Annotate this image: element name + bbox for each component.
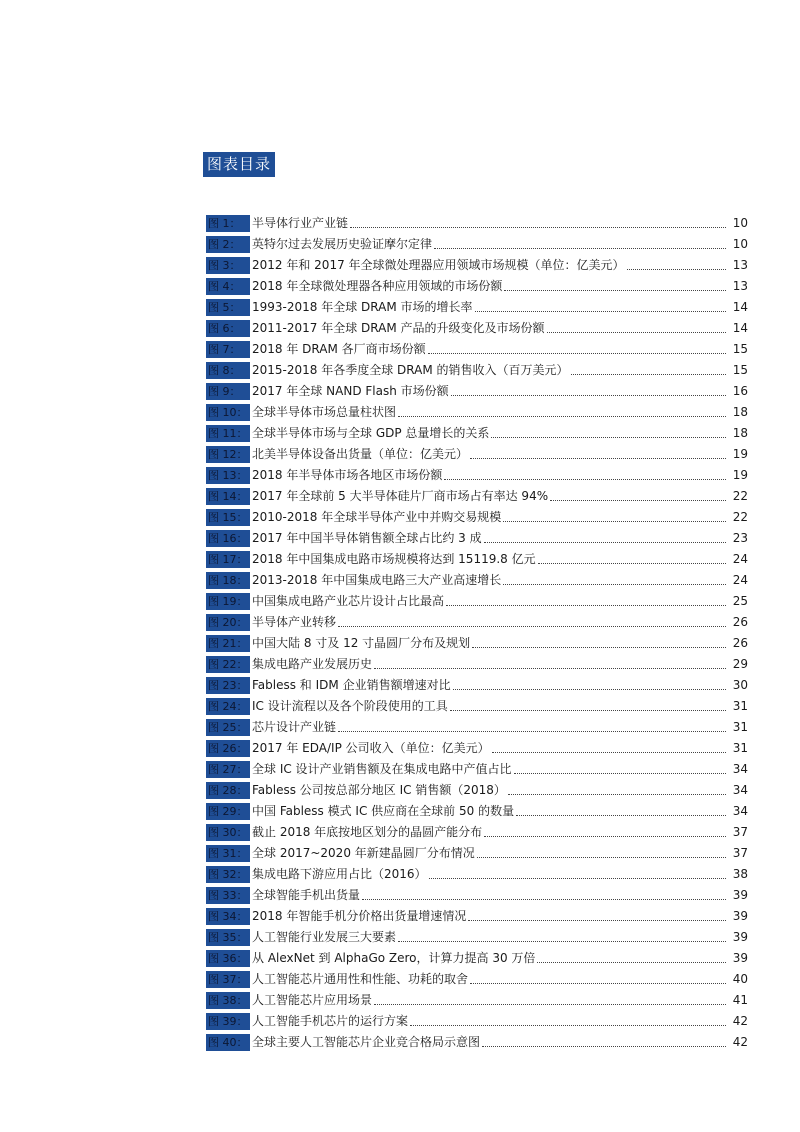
toc-entry[interactable] <box>206 612 748 633</box>
figure-number: 图 31： <box>206 845 250 862</box>
figure-number: 图 14： <box>206 488 250 505</box>
figure-number: 图 21： <box>206 635 250 652</box>
page-number: 23 <box>732 531 748 545</box>
figure-title: 2011-2017 年全球 DRAM 产品的升级变化及市场份额 <box>252 321 545 335</box>
figure-title: 2018 年半导体市场各地区市场份额 <box>252 468 443 482</box>
page-number: 25 <box>732 594 748 608</box>
page-number: 31 <box>732 720 748 734</box>
page-number: 14 <box>732 321 748 335</box>
toc-entry[interactable] <box>206 570 748 591</box>
page-number: 10 <box>732 216 748 230</box>
page-number: 14 <box>732 300 748 314</box>
figure-number: 图 20： <box>206 614 250 631</box>
page-number: 26 <box>732 636 748 650</box>
page-number: 26 <box>732 615 748 629</box>
dot-leader <box>504 289 726 291</box>
figure-title: 全球主要人工智能芯片企业竞合格局示意图 <box>252 1035 481 1049</box>
dot-leader <box>538 562 726 564</box>
toc-entry[interactable] <box>206 381 748 402</box>
figure-title: 1993-2018 年全球 DRAM 市场的增长率 <box>252 300 473 314</box>
toc-entry[interactable] <box>206 486 748 507</box>
page-number: 18 <box>732 405 748 419</box>
toc-entry[interactable] <box>206 528 748 549</box>
figure-title: 全球智能手机出货量 <box>252 888 361 902</box>
figure-title: 人工智能芯片应用场景 <box>252 993 373 1007</box>
toc-entry[interactable] <box>206 360 748 381</box>
dot-leader <box>374 667 726 669</box>
figure-number: 图 9： <box>206 383 250 400</box>
figure-title: 半导体产业转移 <box>252 615 337 629</box>
figure-title: 2017 年全球 NAND Flash 市场份额 <box>252 384 449 398</box>
figure-number: 图 1： <box>206 215 250 232</box>
page-number: 40 <box>732 972 748 986</box>
page-number: 30 <box>732 678 748 692</box>
toc-entry[interactable] <box>206 549 748 570</box>
figure-number: 图 16： <box>206 530 250 547</box>
figure-title: 2018 年智能手机分价格出货量增速情况 <box>252 909 467 923</box>
figure-title: 2010-2018 年全球半导体产业中并购交易规模 <box>252 510 502 524</box>
dot-leader <box>516 814 726 816</box>
dot-leader <box>503 583 726 585</box>
page-number: 16 <box>732 384 748 398</box>
page-number: 39 <box>732 888 748 902</box>
figure-number: 图 8： <box>206 362 250 379</box>
dot-leader <box>450 709 726 711</box>
page-number: 19 <box>732 447 748 461</box>
figure-title: 2018 年 DRAM 各厂商市场份额 <box>252 342 426 356</box>
dot-leader <box>482 1045 726 1047</box>
figure-number: 图 18： <box>206 572 250 589</box>
toc-entry[interactable] <box>206 843 748 864</box>
toc-entry[interactable] <box>206 1011 748 1032</box>
dot-leader <box>451 394 726 396</box>
figure-number: 图 19： <box>206 593 250 610</box>
toc-entry[interactable] <box>206 402 748 423</box>
figure-title: 人工智能手机芯片的运行方案 <box>252 1014 409 1028</box>
figure-number: 图 30： <box>206 824 250 841</box>
toc-entry[interactable] <box>206 990 748 1011</box>
figure-number: 图 15： <box>206 509 250 526</box>
figure-title: 2017 年全球前 5 大半导体硅片厂商市场占有率达 94% <box>252 489 549 503</box>
figure-number: 图 17： <box>206 551 250 568</box>
dot-leader <box>398 415 726 417</box>
page-number: 19 <box>732 468 748 482</box>
toc-entry[interactable] <box>206 1032 748 1053</box>
figure-title: 2017 年中国半导体销售额全球占比约 3 成 <box>252 531 482 545</box>
dot-leader <box>410 1024 726 1026</box>
toc-entry[interactable] <box>206 822 748 843</box>
figure-number: 图 6： <box>206 320 250 337</box>
page-number: 38 <box>732 867 748 881</box>
dot-leader <box>429 877 726 879</box>
dot-leader <box>453 688 726 690</box>
figure-list <box>206 213 748 1053</box>
figure-number: 图 4： <box>206 278 250 295</box>
toc-entry[interactable] <box>206 654 748 675</box>
figure-title: 全球半导体市场与全球 GDP 总量增长的关系 <box>252 426 490 440</box>
dot-leader <box>508 793 726 795</box>
toc-entry[interactable] <box>206 297 748 318</box>
page-number: 31 <box>732 741 748 755</box>
figure-number: 图 22： <box>206 656 250 673</box>
toc-entry[interactable] <box>206 444 748 465</box>
dot-leader <box>484 541 726 543</box>
figure-number: 图 38： <box>206 992 250 1009</box>
page-number: 34 <box>732 783 748 797</box>
toc-entry[interactable] <box>206 969 748 990</box>
figure-title: 集成电路产业发展历史 <box>252 657 373 671</box>
page-number: 42 <box>732 1014 748 1028</box>
toc-entry[interactable] <box>206 465 748 486</box>
page-number: 34 <box>732 762 748 776</box>
figure-number: 图 12： <box>206 446 250 463</box>
figure-title: 人工智能行业发展三大要素 <box>252 930 397 944</box>
toc-entry[interactable] <box>206 885 748 906</box>
figure-number: 图 13： <box>206 467 250 484</box>
figure-number: 图 26： <box>206 740 250 757</box>
figure-number: 图 25： <box>206 719 250 736</box>
dot-leader <box>428 352 726 354</box>
figure-title: 英特尔过去发展历史验证摩尔定律 <box>252 237 433 251</box>
dot-leader <box>472 646 726 648</box>
page-number: 24 <box>732 552 748 566</box>
toc-entry[interactable] <box>206 675 748 696</box>
figure-title: 2013-2018 年中国集成电路三大产业高速增长 <box>252 573 502 587</box>
toc-entry[interactable] <box>206 318 748 339</box>
dot-leader <box>627 268 726 270</box>
toc-entry[interactable] <box>206 696 748 717</box>
figure-title: Fabless 公司按总部分地区 IC 销售额（2018） <box>252 783 506 797</box>
figure-title: 截止 2018 年底按地区划分的晶圆产能分布 <box>252 825 483 839</box>
figure-number: 图 28： <box>206 782 250 799</box>
figure-number: 图 33： <box>206 887 250 904</box>
dot-leader <box>350 226 726 228</box>
figure-title: 2018 年全球微处理器各种应用领域的市场份额 <box>252 279 503 293</box>
page-number: 10 <box>732 237 748 251</box>
figure-number: 图 5： <box>206 299 250 316</box>
figure-number: 图 3： <box>206 257 250 274</box>
page-number: 41 <box>732 993 748 1007</box>
toc-entry[interactable] <box>206 633 748 654</box>
toc-entry[interactable] <box>206 759 748 780</box>
toc-entry[interactable] <box>206 948 748 969</box>
page-number: 31 <box>732 699 748 713</box>
dot-leader <box>537 961 726 963</box>
toc-entry[interactable] <box>206 213 748 234</box>
page-number: 37 <box>732 846 748 860</box>
dot-leader <box>446 604 726 606</box>
dot-leader <box>550 499 726 501</box>
dot-leader <box>475 310 726 312</box>
figure-title: Fabless 和 IDM 企业销售额增速对比 <box>252 678 451 692</box>
page-number: 39 <box>732 930 748 944</box>
page-number: 34 <box>732 804 748 818</box>
dot-leader <box>444 478 726 480</box>
page-number: 22 <box>732 489 748 503</box>
toc-entry[interactable] <box>206 801 748 822</box>
figure-title: 中国 Fabless 模式 IC 供应商在全球前 50 的数量 <box>252 804 515 818</box>
figure-number: 图 40： <box>206 1034 250 1051</box>
dot-leader <box>470 457 726 459</box>
figure-number: 图 34： <box>206 908 250 925</box>
figure-number: 图 7： <box>206 341 250 358</box>
figure-title: 2018 年中国集成电路市场规模将达到 15119.8 亿元 <box>252 552 536 566</box>
figure-title: 全球 IC 设计产业销售额及在集成电路中产值占比 <box>252 762 512 776</box>
figure-number: 图 27： <box>206 761 250 778</box>
figure-title: 人工智能芯片通用性和性能、功耗的取舍 <box>252 972 469 986</box>
toc-heading: 图表目录 <box>203 152 275 177</box>
figure-title: 半导体行业产业链 <box>252 216 349 230</box>
page-number: 18 <box>732 426 748 440</box>
toc-entry[interactable] <box>206 738 748 759</box>
dot-leader <box>468 919 726 921</box>
figure-title: 2015-2018 年各季度全球 DRAM 的销售收入（百万美元） <box>252 363 569 377</box>
page-number: 39 <box>732 951 748 965</box>
figure-title: 2012 年和 2017 年全球微处理器应用领域市场规模（单位：亿美元） <box>252 258 625 272</box>
dot-leader <box>514 772 726 774</box>
dot-leader <box>484 835 726 837</box>
toc-entry[interactable] <box>206 591 748 612</box>
figure-number: 图 32： <box>206 866 250 883</box>
figure-number: 图 29： <box>206 803 250 820</box>
dot-leader <box>338 730 726 732</box>
toc-entry[interactable] <box>206 864 748 885</box>
figure-number: 图 11： <box>206 425 250 442</box>
figure-title: 中国集成电路产业芯片设计占比最高 <box>252 594 445 608</box>
dot-leader <box>374 1003 726 1005</box>
dot-leader <box>492 751 726 753</box>
dot-leader <box>398 940 726 942</box>
figure-number: 图 35： <box>206 929 250 946</box>
page-number: 22 <box>732 510 748 524</box>
dot-leader <box>547 331 726 333</box>
dot-leader <box>477 856 726 858</box>
page-number: 15 <box>732 363 748 377</box>
figure-title: 全球 2017~2020 年新建晶圆厂分布情况 <box>252 846 475 860</box>
figure-title: 集成电路下游应用占比（2016） <box>252 867 427 881</box>
figure-title: 从 AlexNet 到 AlphaGo Zero，计算力提高 30 万倍 <box>252 951 536 965</box>
figure-number: 图 24： <box>206 698 250 715</box>
page-number: 37 <box>732 825 748 839</box>
toc-entry[interactable] <box>206 927 748 948</box>
toc-entry[interactable] <box>206 255 748 276</box>
page-number: 13 <box>732 279 748 293</box>
page-number: 29 <box>732 657 748 671</box>
page-number: 24 <box>732 573 748 587</box>
dot-leader <box>362 898 726 900</box>
figure-title: IC 设计流程以及各个阶段使用的工具 <box>252 699 448 713</box>
figure-title: 全球半导体市场总量柱状图 <box>252 405 397 419</box>
toc-entry[interactable] <box>206 780 748 801</box>
page-number: 13 <box>732 258 748 272</box>
figure-number: 图 39： <box>206 1013 250 1030</box>
figure-title: 芯片设计产业链 <box>252 720 337 734</box>
figure-title: 中国大陆 8 寸及 12 寸晶圆厂分布及规划 <box>252 636 471 650</box>
toc-entry[interactable] <box>206 276 748 297</box>
page-number: 42 <box>732 1035 748 1049</box>
figure-title: 北美半导体设备出货量（单位：亿美元） <box>252 447 469 461</box>
dot-leader <box>434 247 726 249</box>
toc-entry[interactable] <box>206 339 748 360</box>
page-number: 15 <box>732 342 748 356</box>
dot-leader <box>571 373 726 375</box>
dot-leader <box>491 436 726 438</box>
dot-leader <box>470 982 726 984</box>
figure-number: 图 23： <box>206 677 250 694</box>
toc-entry[interactable] <box>206 423 748 444</box>
toc-entry[interactable] <box>206 906 748 927</box>
dot-leader <box>338 625 726 627</box>
figure-number: 图 37： <box>206 971 250 988</box>
figure-number: 图 10： <box>206 404 250 421</box>
toc-entry[interactable] <box>206 717 748 738</box>
toc-entry[interactable] <box>206 507 748 528</box>
figure-number: 图 36： <box>206 950 250 967</box>
toc-entry[interactable] <box>206 234 748 255</box>
dot-leader <box>503 520 726 522</box>
figure-number: 图 2： <box>206 236 250 253</box>
page-number: 39 <box>732 909 748 923</box>
figure-title: 2017 年 EDA/IP 公司收入（单位：亿美元） <box>252 741 490 755</box>
